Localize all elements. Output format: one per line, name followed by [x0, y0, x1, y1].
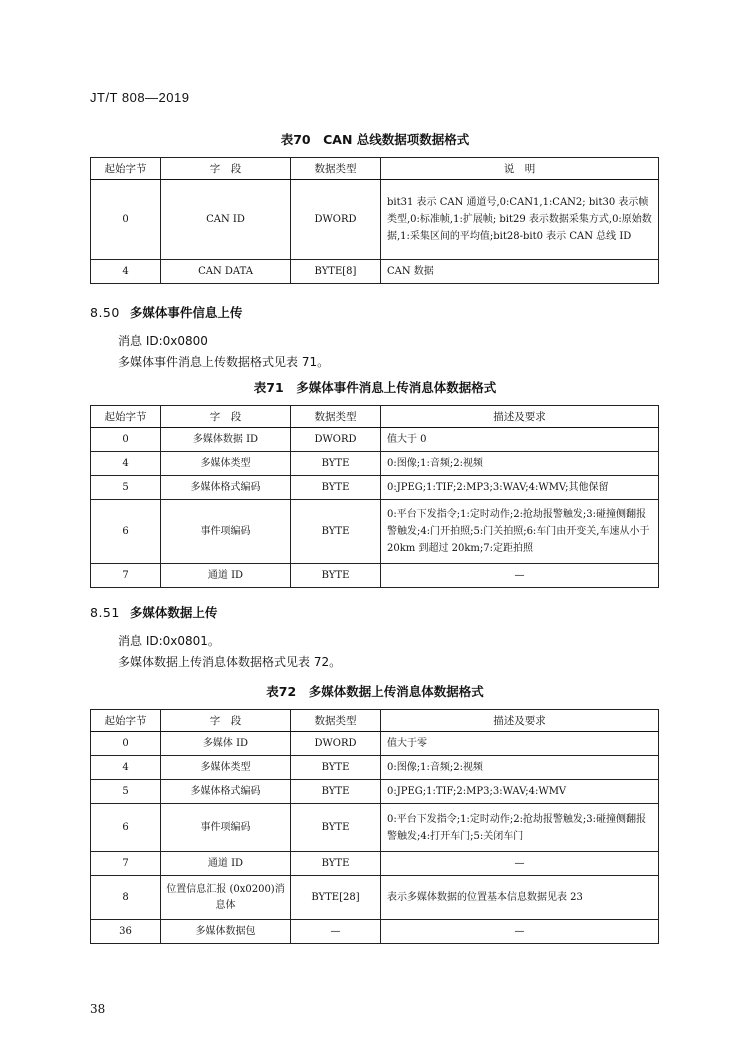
cell-type: BYTE: [291, 500, 381, 564]
cell-desc: 值大于零: [381, 732, 659, 756]
cell-start-byte: 4: [91, 260, 161, 284]
cell-field: 通道 ID: [161, 564, 291, 588]
cell-desc: 0:JPEG;1:TIF;2:MP3;3:WAV;4:WMV;其他保留: [381, 476, 659, 500]
table70-header-type: 数据类型: [291, 158, 381, 180]
cell-field: 事件项编码: [161, 804, 291, 852]
section-850-line1: 消息 ID:0x0800: [118, 334, 208, 348]
table71-caption: 表71 多媒体事件消息上传消息体数据格式: [253, 380, 497, 395]
table71-header-type: 数据类型: [291, 406, 381, 428]
table72-header-field: 字 段: [161, 710, 291, 732]
table72-header-start-byte: 起始字节: [91, 710, 161, 732]
cell-type: DWORD: [291, 732, 381, 756]
cell-start-byte: 8: [91, 876, 161, 920]
table-row: [91, 876, 659, 920]
cell-desc: 值大于 0: [381, 428, 659, 452]
cell-type: BYTE: [291, 852, 381, 876]
cell-start-byte: 4: [91, 452, 161, 476]
table70-caption: 表70 CAN 总线数据项数据格式: [280, 132, 470, 147]
table71-header-start-byte: 起始字节: [91, 406, 161, 428]
table71-header-desc: 描述及要求: [381, 406, 659, 428]
table-row: [91, 804, 659, 852]
cell-field: 位置信息汇报 (0x0200)消息体: [161, 876, 291, 920]
cell-desc: 0:平台下发指令;1:定时动作;2:抢劫报警触发;3:碰撞侧翻报警触发;4:门开拍照;5:门关拍照;6:车门由开变关,车速从小于 20km 到超过 20km;7:定距拍照: [381, 500, 659, 564]
table-row: [91, 852, 659, 876]
standard-code: JT/T 808—2019: [90, 90, 190, 105]
cell-start-byte: 0: [91, 428, 161, 452]
section-851-line2: 多媒体数据上传消息体数据格式见表 72。: [118, 655, 342, 669]
cell-field: 事件项编码: [161, 500, 291, 564]
cell-start-byte: 0: [91, 180, 161, 260]
cell-type: BYTE: [291, 452, 381, 476]
cell-field: CAN DATA: [161, 260, 291, 284]
section-title: 多媒体事件信息上传: [129, 305, 243, 320]
cell-start-byte: 7: [91, 564, 161, 588]
cell-field: 多媒体数据包: [161, 920, 291, 944]
cell-start-byte: 6: [91, 500, 161, 564]
cell-start-byte: 6: [91, 804, 161, 852]
cell-type: BYTE[8]: [291, 260, 381, 284]
table-row: [91, 756, 659, 780]
cell-type: DWORD: [291, 180, 381, 260]
cell-field: 多媒体类型: [161, 756, 291, 780]
cell-type: —: [291, 920, 381, 944]
cell-desc: CAN 数据: [381, 260, 659, 284]
table72: [90, 709, 659, 944]
section-851-heading: [90, 603, 217, 621]
cell-start-byte: 5: [91, 780, 161, 804]
table71: [90, 405, 659, 588]
table-row: [91, 920, 659, 944]
table-row: [91, 180, 659, 260]
table-row: [91, 564, 659, 588]
table70-header-field: 字 段: [161, 158, 291, 180]
cell-type: BYTE: [291, 780, 381, 804]
cell-field: 多媒体格式编码: [161, 780, 291, 804]
cell-field: 多媒体格式编码: [161, 476, 291, 500]
cell-desc: 0:JPEG;1:TIF;2:MP3;3:WAV;4:WMV: [381, 780, 659, 804]
cell-desc: 0:图像;1:音频;2:视频: [381, 452, 659, 476]
section-number: 8.50: [90, 305, 120, 320]
cell-desc: —: [381, 852, 659, 876]
section-850-line2: 多媒体事件消息上传数据格式见表 71。: [118, 355, 330, 369]
table-row: [91, 452, 659, 476]
table70-header-start-byte: 起始字节: [91, 158, 161, 180]
table-row: [91, 732, 659, 756]
table-row: [91, 500, 659, 564]
cell-field: 多媒体类型: [161, 452, 291, 476]
cell-desc: 0:图像;1:音频;2:视频: [381, 756, 659, 780]
cell-start-byte: 5: [91, 476, 161, 500]
table72-header-type: 数据类型: [291, 710, 381, 732]
cell-field: CAN ID: [161, 180, 291, 260]
cell-desc: 表示多媒体数据的位置基本信息数据见表 23: [381, 876, 659, 920]
cell-type: DWORD: [291, 428, 381, 452]
cell-field: 多媒体数据 ID: [161, 428, 291, 452]
cell-desc: —: [381, 564, 659, 588]
cell-start-byte: 7: [91, 852, 161, 876]
cell-type: BYTE: [291, 564, 381, 588]
section-851-line1: 消息 ID:0x0801。: [118, 634, 220, 648]
section-number: 8.51: [90, 605, 120, 620]
section-title: 多媒体数据上传: [129, 605, 218, 620]
cell-field: 多媒体 ID: [161, 732, 291, 756]
cell-type: BYTE[28]: [291, 876, 381, 920]
cell-start-byte: 0: [91, 732, 161, 756]
cell-type: BYTE: [291, 804, 381, 852]
page-number: 38: [90, 1002, 106, 1016]
cell-start-byte: 36: [91, 920, 161, 944]
cell-type: BYTE: [291, 476, 381, 500]
cell-desc: 0:平台下发指令;1:定时动作;2:抢劫报警触发;3:碰撞侧翻报警触发;4:打开车门;5:关闭车门: [381, 804, 659, 852]
table-row: [91, 428, 659, 452]
table70: [90, 157, 659, 284]
cell-field: 通道 ID: [161, 852, 291, 876]
table-row: [91, 780, 659, 804]
table72-header-desc: 描述及要求: [381, 710, 659, 732]
table71-header-field: 字 段: [161, 406, 291, 428]
table72-caption: 表72 多媒体数据上传消息体数据格式: [266, 684, 484, 699]
cell-desc: —: [381, 920, 659, 944]
cell-start-byte: 4: [91, 756, 161, 780]
cell-type: BYTE: [291, 756, 381, 780]
cell-desc: bit31 表示 CAN 通道号,0:CAN1,1:CAN2; bit30 表示帧类型,0:标准帧,1:扩展帧; bit29 表示数据采集方式,0:原始数据,1:采集区间的平均值;bit28-bit0 表示 CAN 总线 ID: [381, 180, 659, 260]
table-row: [91, 476, 659, 500]
section-850-heading: [90, 303, 242, 321]
table-row: [91, 260, 659, 284]
table70-header-desc: 说 明: [381, 158, 659, 180]
